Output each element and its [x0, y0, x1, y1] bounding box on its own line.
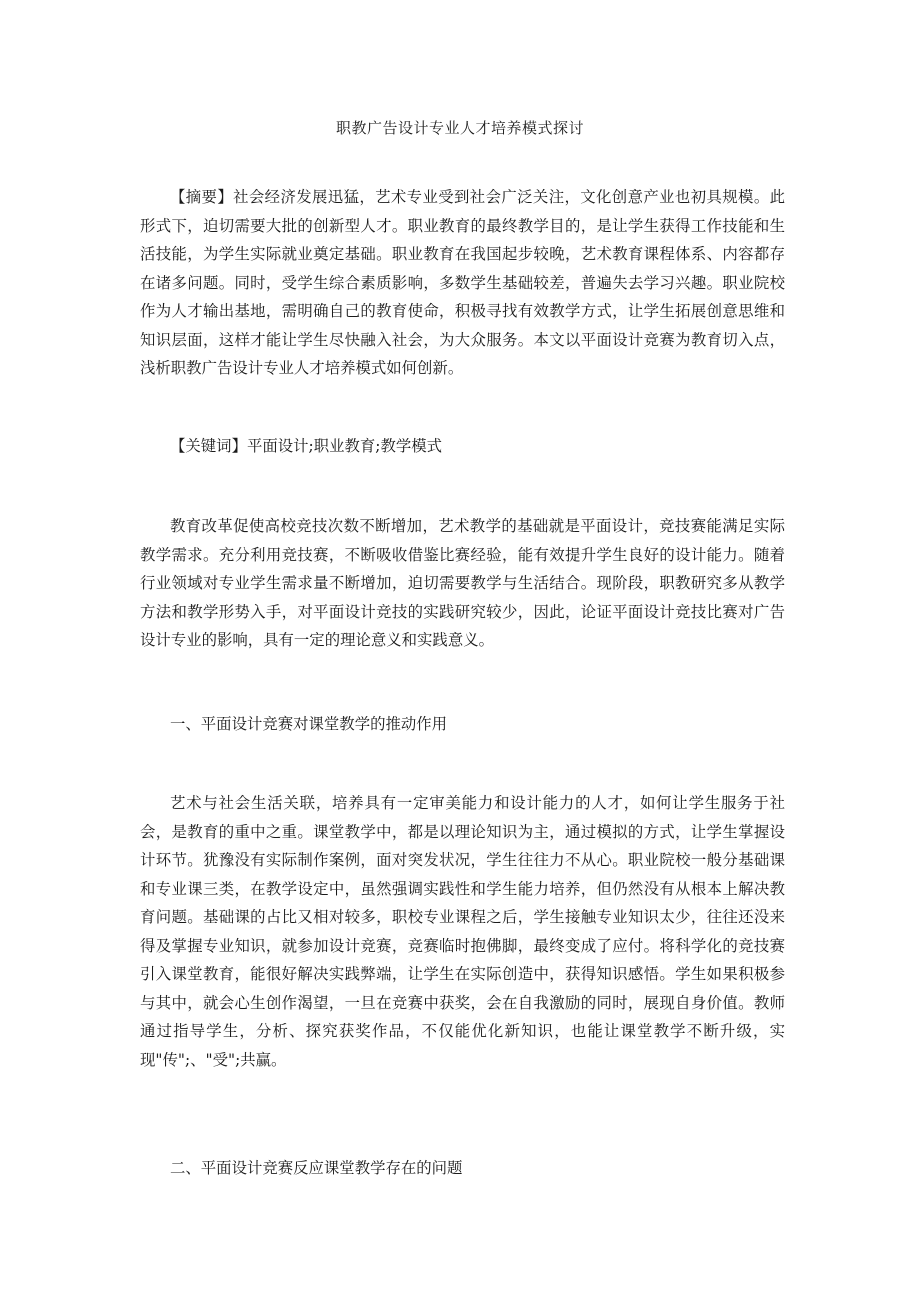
section-1-heading: 一、平面设计竞赛对课堂教学的推动作用 — [170, 715, 448, 733]
intro-paragraph: 教育改革促使高校竞技次数不断增加，艺术教学的基础就是平面设计，竞技赛能满足实际教学需求。充分利用竞技赛，不断吸收借鉴比赛经验，能有效提升学生良好的设计能力。随着行业领域对专业学生需求量不断增加，迫切需要教学与生活结合。现阶段，职教研究多从教学方法和教学形势入手，对平面设计竞技的实践研究较少，因此，论证平面设计竞技比赛对广告设计专业的影响，具有一定的理论意义和实践意义。 — [140, 517, 785, 649]
keywords-paragraph: 【关键词】平面设计;职业教育;教学模式 — [170, 437, 443, 455]
document-title: 职教广告设计专业人才培养模式探讨 — [335, 119, 584, 137]
section-2-heading: 二、平面设计竞赛反应课堂教学存在的问题 — [170, 1159, 463, 1177]
section-1-body: 艺术与社会生活关联，培养具有一定审美能力和设计能力的人才，如何让学生服务于社会，是教育的重中之重。课堂教学中，都是以理论知识为主，通过模拟的方式，让学生掌握设计环节。犹豫没有实际制作案例，面对突发状况，学生往往力不从心。职业院校一般分基础课和专业课三类，在教学设定中，虽然强调实践性和学生能力培养，但仍然没有从根本上解决教育问题。基础课的占比又相对较多，职校专业课程之后，学生接触专业知识太少，往往还没来得及掌握专业知识，就参加设计竞赛，竞赛临时抱佛脚，最终变成了应付。将科学化的竞技赛引入课堂教育，能很好解决实践弊端，让学生在实际创造中，获得知识感悟。学生如果积极参与其中，就会心生创作渴望，一旦在竞赛中获奖，会在自我激励的同时，展现自身价值。教师通过指导学生，分析、探究获奖作品，不仅能优化新知识，也能让课堂教学不断升级，实现"传";、"受";共赢。 — [140, 794, 785, 1069]
abstract-paragraph: 【摘要】社会经济发展迅猛，艺术专业受到社会广泛关注，文化创意产业也初具规模。此形式下，迫切需要大批的创新型人才。职业教育的最终教学目的，是让学生获得工作技能和生活技能，为学生实际就业奠定基础。职业教育在我国起步较晚，艺术教育课程体系、内容都存在诸多问题。同时，受学生综合素质影响，多数学生基础较差，普遍失去学习兴趣。职业院校作为人才输出基地，需明确自己的教育使命，积极寻找有效教学方式，让学生拓展创意思维和知识层面，这样才能让学生尽快融入社会，为大众服务。本文以平面设计竞赛为教育切入点，浅析职教广告设计专业人才培养模式如何创新。 — [140, 188, 785, 377]
